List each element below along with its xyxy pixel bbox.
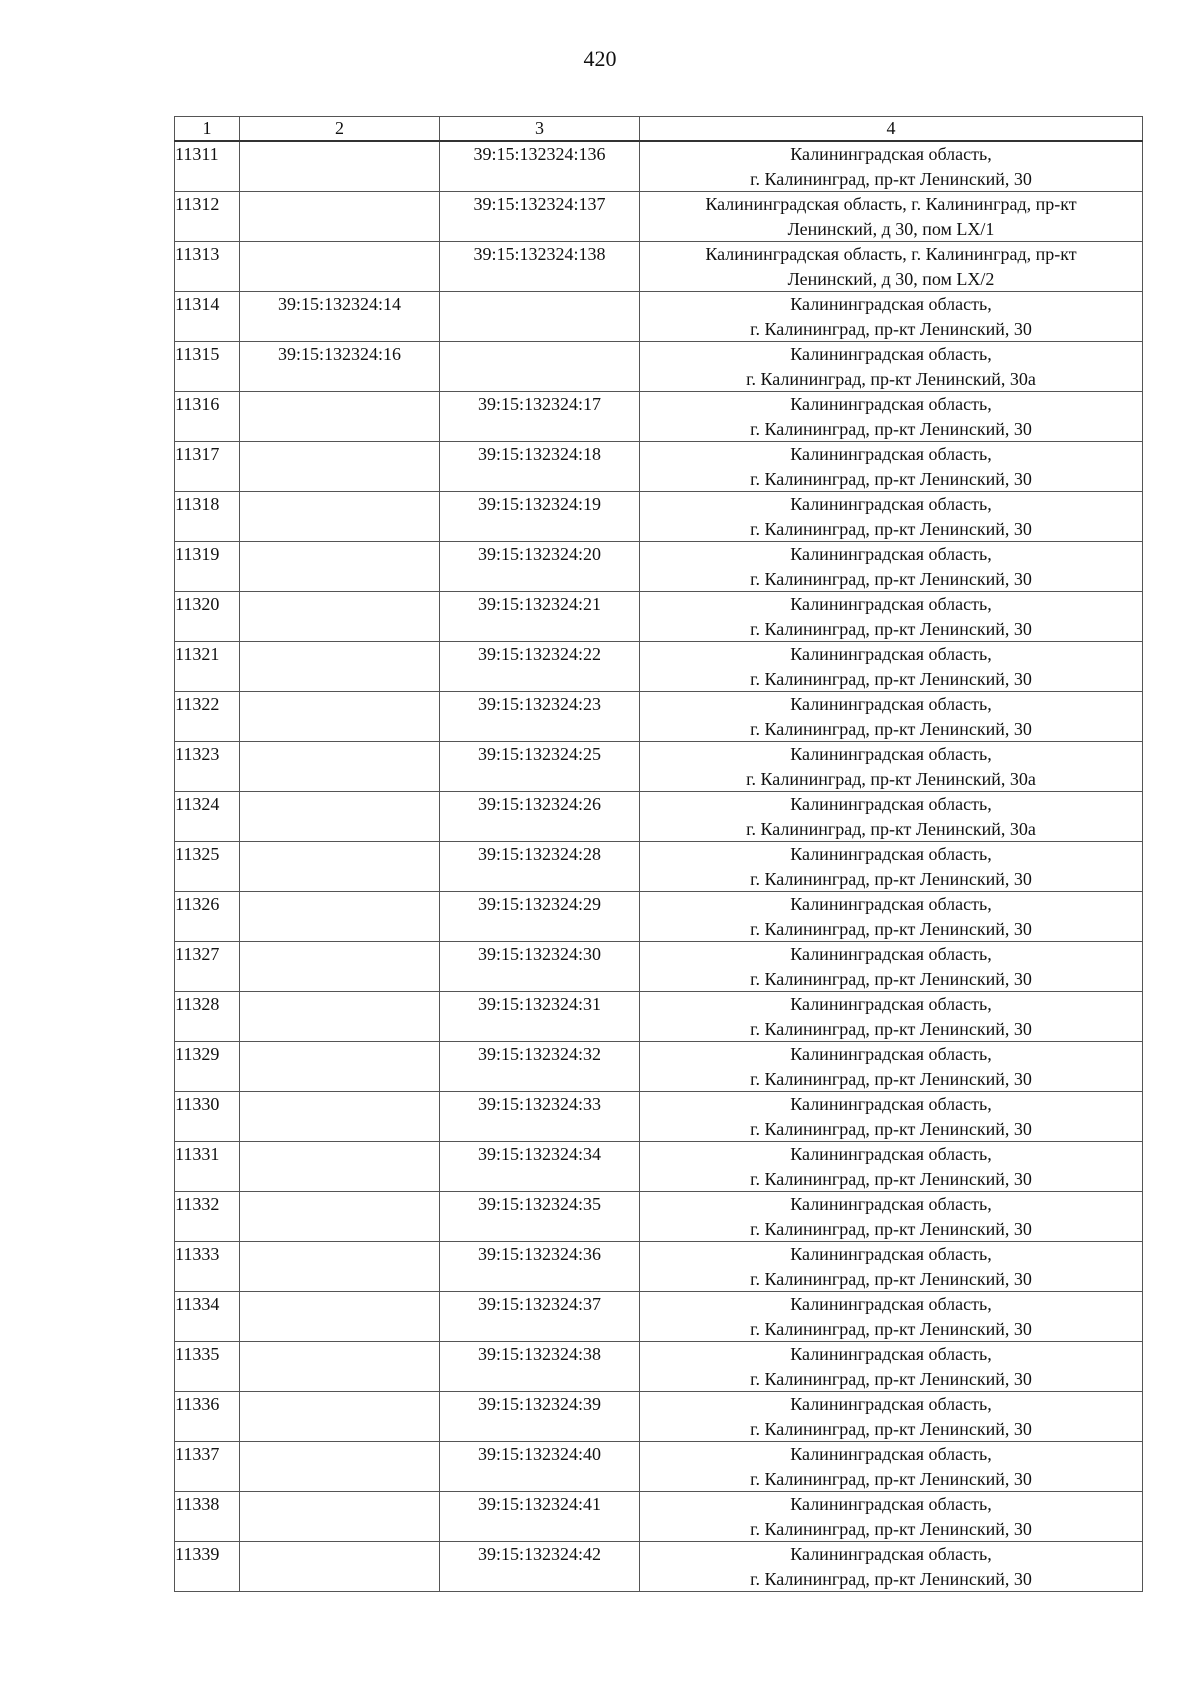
address-line-1: Калининградская область, <box>790 294 992 314</box>
address-cell <box>640 492 1143 542</box>
plot-cadastral-number <box>240 1192 440 1242</box>
building-cadastral-number: 39:15:132324:34 <box>440 1142 640 1192</box>
table-row <box>175 192 1143 242</box>
address-line-1: Калининградская область, <box>790 1344 992 1364</box>
table-row <box>175 1542 1143 1592</box>
address-line-2: Ленинский, д 30, пом LX/1 <box>787 218 995 239</box>
address-cell <box>640 892 1143 942</box>
row-number: 11315 <box>175 342 240 392</box>
table-row <box>175 842 1143 892</box>
plot-cadastral-number <box>240 542 440 592</box>
address-line-2: г. Калининград, пр-кт Ленинский, 30 <box>750 1068 1032 1089</box>
table-row <box>175 1092 1143 1142</box>
column-header-3: 3 <box>440 117 640 142</box>
address-line-1: Калининградская область, <box>790 444 992 464</box>
address-cell <box>640 742 1143 792</box>
building-cadastral-number: 39:15:132324:32 <box>440 1042 640 1092</box>
building-cadastral-number <box>440 342 640 392</box>
address-line-2: г. Калининград, пр-кт Ленинский, 30 <box>750 1468 1032 1489</box>
row-number: 11323 <box>175 742 240 792</box>
column-header-1: 1 <box>175 117 240 142</box>
address-line-2: г. Калининград, пр-кт Ленинский, 30 <box>750 1018 1032 1039</box>
address-line-2: г. Калининград, пр-кт Ленинский, 30 <box>750 668 1032 689</box>
row-number: 11337 <box>175 1442 240 1492</box>
table-row <box>175 1342 1143 1392</box>
plot-cadastral-number <box>240 1342 440 1392</box>
building-cadastral-number: 39:15:132324:21 <box>440 592 640 642</box>
table-row <box>175 942 1143 992</box>
row-number: 11333 <box>175 1242 240 1292</box>
address-line-1: Калининградская область, г. Калининград, пр-кт <box>705 194 1077 214</box>
address-line-2: г. Калининград, пр-кт Ленинский, 30 <box>750 918 1032 939</box>
table-row <box>175 742 1143 792</box>
table-row <box>175 1442 1143 1492</box>
address-line-1: Калининградская область, <box>790 794 992 814</box>
table-row <box>175 792 1143 842</box>
building-cadastral-number: 39:15:132324:29 <box>440 892 640 942</box>
row-number: 11316 <box>175 392 240 442</box>
table-row <box>175 342 1143 392</box>
row-number: 11314 <box>175 292 240 342</box>
row-number: 11339 <box>175 1542 240 1592</box>
plot-cadastral-number <box>240 742 440 792</box>
address-line-1: Калининградская область, <box>790 844 992 864</box>
address-line-2: г. Калининград, пр-кт Ленинский, 30 <box>750 1418 1032 1439</box>
row-number: 11312 <box>175 192 240 242</box>
page-number: 420 <box>583 46 617 71</box>
address-line-1: Калининградская область, <box>790 144 992 164</box>
row-number: 11320 <box>175 592 240 642</box>
plot-cadastral-number <box>240 892 440 942</box>
address-line-2: г. Калининград, пр-кт Ленинский, 30 <box>750 418 1032 439</box>
address-line-1: Калининградская область, <box>790 1094 992 1114</box>
table-row <box>175 1392 1143 1442</box>
address-line-2: г. Калининград, пр-кт Ленинский, 30 <box>750 318 1032 339</box>
building-cadastral-number: 39:15:132324:26 <box>440 792 640 842</box>
address-cell <box>640 1042 1143 1092</box>
address-line-2: г. Калининград, пр-кт Ленинский, 30а <box>746 768 1036 789</box>
row-number: 11325 <box>175 842 240 892</box>
table-row <box>175 1292 1143 1342</box>
building-cadastral-number: 39:15:132324:35 <box>440 1192 640 1242</box>
building-cadastral-number: 39:15:132324:33 <box>440 1092 640 1142</box>
row-number: 11326 <box>175 892 240 942</box>
table-row <box>175 692 1143 742</box>
address-line-2: г. Калининград, пр-кт Ленинский, 30 <box>750 1218 1032 1239</box>
building-cadastral-number: 39:15:132324:137 <box>440 192 640 242</box>
address-cell <box>640 1142 1143 1192</box>
plot-cadastral-number <box>240 692 440 742</box>
header-row <box>175 117 1143 142</box>
building-cadastral-number: 39:15:132324:30 <box>440 942 640 992</box>
address-cell <box>640 992 1143 1042</box>
address-line-2: г. Калининград, пр-кт Ленинский, 30 <box>750 568 1032 589</box>
row-number: 11328 <box>175 992 240 1042</box>
table-row <box>175 292 1143 342</box>
address-cell <box>640 692 1143 742</box>
address-line-1: Калининградская область, <box>790 644 992 664</box>
building-cadastral-number: 39:15:132324:38 <box>440 1342 640 1392</box>
row-number: 11329 <box>175 1042 240 1092</box>
address-line-1: Калининградская область, <box>790 344 992 364</box>
address-line-1: Калининградская область, <box>790 494 992 514</box>
address-line-2: г. Калининград, пр-кт Ленинский, 30 <box>750 1318 1032 1339</box>
address-line-1: Калининградская область, <box>790 894 992 914</box>
building-cadastral-number: 39:15:132324:41 <box>440 1492 640 1542</box>
address-line-2: г. Калининград, пр-кт Ленинский, 30 <box>750 1518 1032 1539</box>
table-row <box>175 1242 1143 1292</box>
address-line-1: Калининградская область, <box>790 1244 992 1264</box>
address-line-2: г. Калининград, пр-кт Ленинский, 30 <box>750 718 1032 739</box>
plot-cadastral-number <box>240 442 440 492</box>
address-line-2: г. Калининград, пр-кт Ленинский, 30 <box>750 1568 1032 1589</box>
address-line-1: Калининградская область, <box>790 394 992 414</box>
address-cell <box>640 942 1143 992</box>
plot-cadastral-number <box>240 992 440 1042</box>
address-cell <box>640 342 1143 392</box>
row-number: 11332 <box>175 1192 240 1242</box>
row-number: 11319 <box>175 542 240 592</box>
building-cadastral-number: 39:15:132324:25 <box>440 742 640 792</box>
address-line-2: Ленинский, д 30, пом LX/2 <box>787 268 995 289</box>
plot-cadastral-number <box>240 1292 440 1342</box>
address-line-2: г. Калининград, пр-кт Ленинский, 30 <box>750 1268 1032 1289</box>
address-line-2: г. Калининград, пр-кт Ленинский, 30 <box>750 518 1032 539</box>
plot-cadastral-number <box>240 1542 440 1592</box>
table-body <box>175 141 1143 1592</box>
row-number: 11321 <box>175 642 240 692</box>
address-cell <box>640 392 1143 442</box>
building-cadastral-number: 39:15:132324:42 <box>440 1542 640 1592</box>
address-line-2: г. Калининград, пр-кт Ленинский, 30 <box>750 168 1032 189</box>
address-line-1: Калининградская область, <box>790 1194 992 1214</box>
plot-cadastral-number: 39:15:132324:16 <box>240 342 440 392</box>
plot-cadastral-number <box>240 592 440 642</box>
address-cell <box>640 1492 1143 1542</box>
row-number: 11322 <box>175 692 240 742</box>
address-line-2: г. Калининград, пр-кт Ленинский, 30 <box>750 1118 1032 1139</box>
row-number: 11313 <box>175 242 240 292</box>
plot-cadastral-number <box>240 1492 440 1542</box>
address-cell <box>640 592 1143 642</box>
address-line-1: Калининградская область, <box>790 1144 992 1164</box>
address-line-1: Калининградская область, <box>790 944 992 964</box>
address-line-1: Калининградская область, <box>790 744 992 764</box>
address-cell <box>640 1392 1143 1442</box>
building-cadastral-number: 39:15:132324:31 <box>440 992 640 1042</box>
address-cell <box>640 1092 1143 1142</box>
address-line-2: г. Калининград, пр-кт Ленинский, 30а <box>746 818 1036 839</box>
building-cadastral-number: 39:15:132324:22 <box>440 642 640 692</box>
address-cell <box>640 842 1143 892</box>
address-line-1: Калининградская область, <box>790 1294 992 1314</box>
plot-cadastral-number <box>240 192 440 242</box>
column-header-2: 2 <box>240 117 440 142</box>
address-cell <box>640 792 1143 842</box>
address-line-2: г. Калининград, пр-кт Ленинский, 30 <box>750 1168 1032 1189</box>
building-cadastral-number: 39:15:132324:23 <box>440 692 640 742</box>
address-cell <box>640 1192 1143 1242</box>
building-cadastral-number: 39:15:132324:19 <box>440 492 640 542</box>
building-cadastral-number: 39:15:132324:40 <box>440 1442 640 1492</box>
table-row <box>175 242 1143 292</box>
plot-cadastral-number <box>240 1142 440 1192</box>
building-cadastral-number: 39:15:132324:28 <box>440 842 640 892</box>
address-line-2: г. Калининград, пр-кт Ленинский, 30 <box>750 968 1032 989</box>
building-cadastral-number: 39:15:132324:136 <box>440 141 640 192</box>
address-line-1: Калининградская область, <box>790 1444 992 1464</box>
plot-cadastral-number <box>240 842 440 892</box>
registry-table <box>174 116 1143 1592</box>
row-number: 11336 <box>175 1392 240 1442</box>
plot-cadastral-number <box>240 792 440 842</box>
plot-cadastral-number <box>240 1092 440 1142</box>
address-line-1: Калининградская область, <box>790 1494 992 1514</box>
table-row <box>175 392 1143 442</box>
address-line-2: г. Калининград, пр-кт Ленинский, 30 <box>750 618 1032 639</box>
address-cell <box>640 442 1143 492</box>
address-cell <box>640 1242 1143 1292</box>
address-line-2: г. Калининград, пр-кт Ленинский, 30 <box>750 468 1032 489</box>
plot-cadastral-number <box>240 392 440 442</box>
building-cadastral-number: 39:15:132324:39 <box>440 1392 640 1442</box>
table-row <box>175 141 1143 192</box>
address-cell <box>640 192 1143 242</box>
address-cell <box>640 642 1143 692</box>
address-line-1: Калининградская область, <box>790 544 992 564</box>
row-number: 11338 <box>175 1492 240 1542</box>
plot-cadastral-number <box>240 1442 440 1492</box>
table-row <box>175 542 1143 592</box>
address-cell <box>640 1292 1143 1342</box>
address-line-1: Калининградская область, г. Калининград, пр-кт <box>705 244 1077 264</box>
building-cadastral-number: 39:15:132324:17 <box>440 392 640 442</box>
plot-cadastral-number <box>240 242 440 292</box>
table-row <box>175 1492 1143 1542</box>
table-row <box>175 1192 1143 1242</box>
table-row <box>175 492 1143 542</box>
address-cell <box>640 292 1143 342</box>
table-row <box>175 1042 1143 1092</box>
table-row <box>175 1142 1143 1192</box>
address-cell <box>640 1342 1143 1392</box>
plot-cadastral-number <box>240 492 440 542</box>
row-number: 11318 <box>175 492 240 542</box>
building-cadastral-number: 39:15:132324:36 <box>440 1242 640 1292</box>
plot-cadastral-number <box>240 1242 440 1292</box>
address-cell <box>640 542 1143 592</box>
building-cadastral-number: 39:15:132324:37 <box>440 1292 640 1342</box>
table-row <box>175 642 1143 692</box>
table-row <box>175 992 1143 1042</box>
plot-cadastral-number <box>240 1042 440 1092</box>
address-line-2: г. Калининград, пр-кт Ленинский, 30а <box>746 368 1036 389</box>
plot-cadastral-number <box>240 141 440 192</box>
row-number: 11317 <box>175 442 240 492</box>
table-row <box>175 892 1143 942</box>
plot-cadastral-number <box>240 942 440 992</box>
address-cell <box>640 242 1143 292</box>
address-cell <box>640 141 1143 192</box>
table-row <box>175 442 1143 492</box>
table-row <box>175 592 1143 642</box>
address-cell <box>640 1542 1143 1592</box>
plot-cadastral-number <box>240 642 440 692</box>
column-header-4: 4 <box>640 117 1143 142</box>
address-line-1: Калининградская область, <box>790 1394 992 1414</box>
row-number: 11334 <box>175 1292 240 1342</box>
address-line-2: г. Калининград, пр-кт Ленинский, 30 <box>750 1368 1032 1389</box>
plot-cadastral-number: 39:15:132324:14 <box>240 292 440 342</box>
address-line-1: Калининградская область, <box>790 994 992 1014</box>
row-number: 11330 <box>175 1092 240 1142</box>
building-cadastral-number: 39:15:132324:20 <box>440 542 640 592</box>
address-line-1: Калининградская область, <box>790 694 992 714</box>
table-header <box>175 117 1143 142</box>
row-number: 11335 <box>175 1342 240 1392</box>
building-cadastral-number <box>440 292 640 342</box>
row-number: 11311 <box>175 141 240 192</box>
address-line-1: Калининградская область, <box>790 1544 992 1564</box>
plot-cadastral-number <box>240 1392 440 1442</box>
row-number: 11327 <box>175 942 240 992</box>
building-cadastral-number: 39:15:132324:18 <box>440 442 640 492</box>
address-line-2: г. Калининград, пр-кт Ленинский, 30 <box>750 868 1032 889</box>
address-line-1: Калининградская область, <box>790 1044 992 1064</box>
row-number: 11324 <box>175 792 240 842</box>
address-line-1: Калининградская область, <box>790 594 992 614</box>
building-cadastral-number: 39:15:132324:138 <box>440 242 640 292</box>
address-cell <box>640 1442 1143 1492</box>
row-number: 11331 <box>175 1142 240 1192</box>
